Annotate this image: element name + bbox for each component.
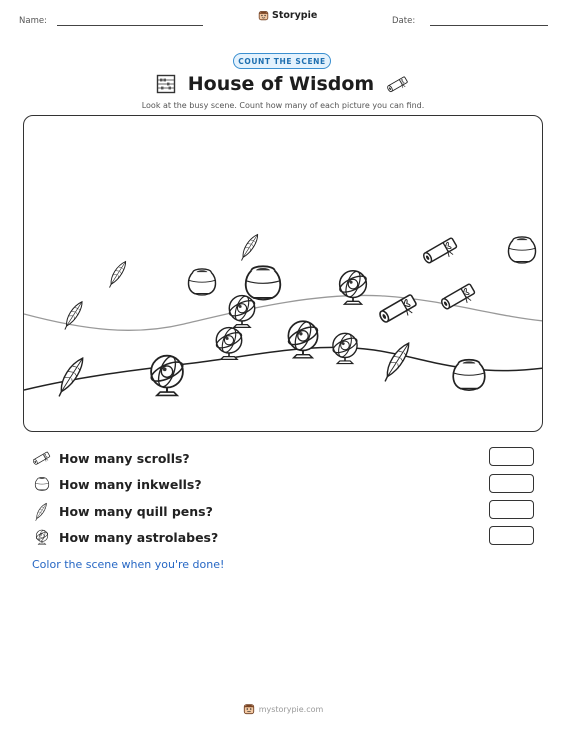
- question-text: How many quill pens?: [59, 503, 213, 519]
- quill-4: [53, 355, 88, 398]
- back-hill-line: [24, 295, 543, 330]
- inkwell-1: [246, 266, 281, 299]
- question-astrolabes: [32, 527, 218, 547]
- answer-box-scrolls[interactable]: [489, 447, 534, 466]
- footer: [0, 703, 566, 715]
- astrolabe-4: [286, 320, 320, 358]
- quill-5: [379, 340, 414, 383]
- brand-logo: [258, 10, 317, 21]
- astrolabe-5: [331, 332, 359, 363]
- activity-badge: COUNT THE SCENE: [233, 53, 331, 69]
- answer-box-inkwells[interactable]: [489, 474, 534, 493]
- name-label: Name:: [19, 16, 47, 26]
- inkwell-2: [188, 269, 215, 295]
- scroll-icon: [386, 72, 410, 96]
- quill-1: [237, 233, 261, 262]
- astrolabe-6: [149, 354, 186, 395]
- answer-box-quills[interactable]: [489, 500, 534, 519]
- inkwell-4: [453, 360, 485, 390]
- scroll-1: [422, 238, 459, 268]
- scroll-icon: [32, 448, 52, 468]
- name-line[interactable]: [57, 25, 203, 26]
- question-text: How many inkwells?: [59, 476, 202, 492]
- question-scrolls: [32, 448, 190, 468]
- abacus-icon: [156, 74, 176, 94]
- storypie-mascot-icon: [258, 10, 269, 21]
- inkwell-icon: [32, 474, 52, 494]
- page-title: House of Wisdom: [187, 73, 375, 95]
- title-row: [0, 72, 566, 96]
- coloring-note: Color the scene when you're done!: [32, 558, 225, 571]
- counting-scene: [23, 115, 543, 432]
- question-text: How many scrolls?: [59, 450, 190, 466]
- scroll-2: [378, 294, 419, 327]
- quill-2: [105, 260, 129, 289]
- astrolabe-3: [214, 326, 243, 359]
- quill-icon: [32, 501, 52, 521]
- question-quills: [32, 501, 213, 521]
- storypie-mascot-icon: [243, 703, 255, 715]
- footer-url[interactable]: mystorypie.com: [258, 704, 324, 714]
- instructions: Look at the busy scene. Count how many of each picture you can find.: [141, 101, 425, 110]
- answer-box-astrolabes[interactable]: [489, 526, 534, 545]
- inkwell-3: [508, 237, 535, 263]
- astrolabe-icon: [32, 527, 52, 547]
- date-line[interactable]: [430, 25, 548, 26]
- brand-name: Storypie: [272, 10, 318, 21]
- astrolabe-1: [338, 270, 369, 305]
- date-label: Date:: [392, 16, 416, 26]
- question-inkwells: [32, 474, 202, 494]
- question-text: How many astrolabes?: [59, 529, 219, 545]
- astrolabe-2: [227, 294, 256, 327]
